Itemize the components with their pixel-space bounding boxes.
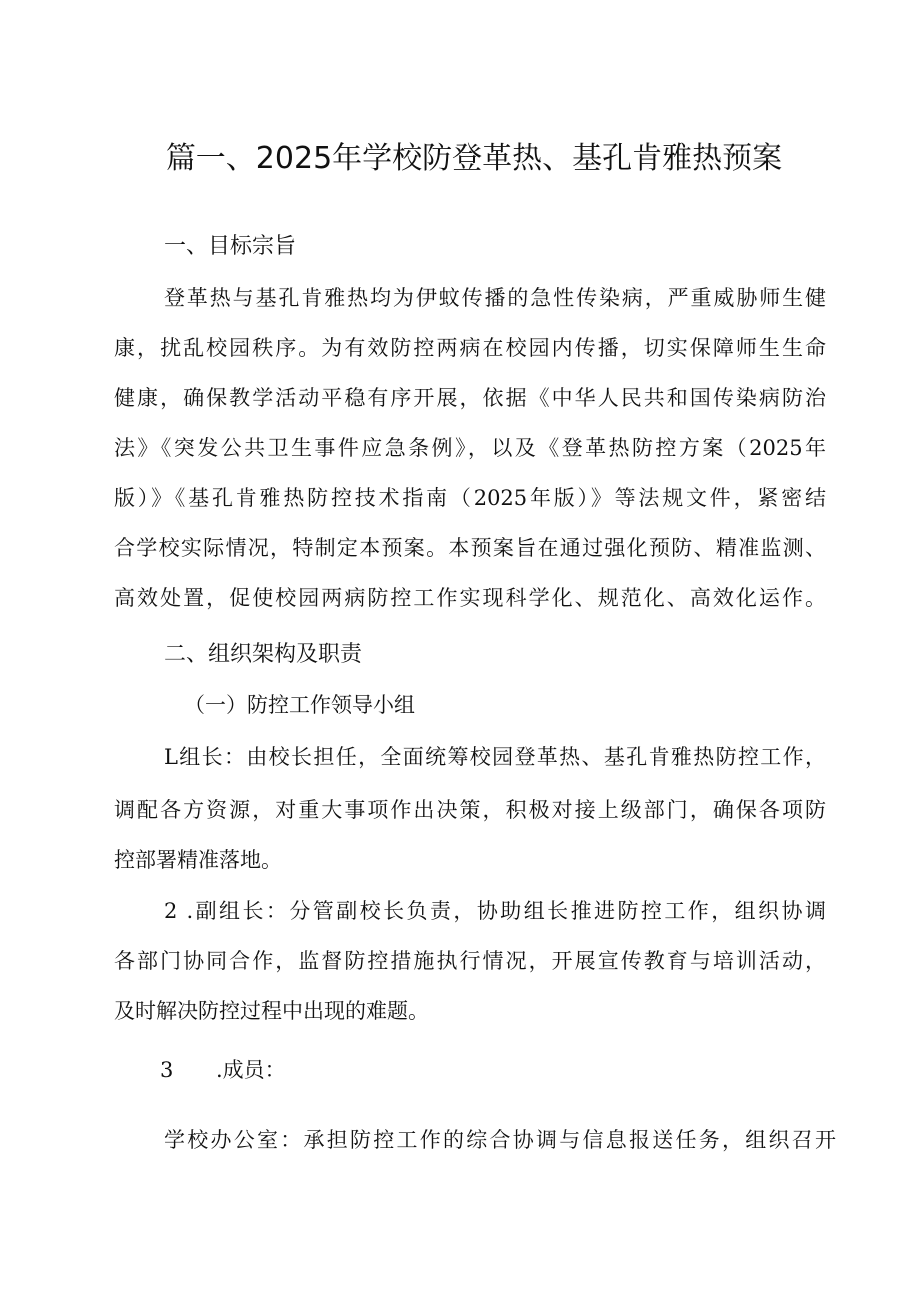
section-heading-organization: 二、组织架构及职责 <box>164 642 363 667</box>
paragraph-line: 2 .副组长：分管副校长负责，协助组长推进防控工作，组织协调 <box>164 899 826 923</box>
paragraph-line: 健康，确保教学活动平稳有序开展，依据《中华人民共和国传染病防治 <box>114 386 826 410</box>
paragraph-line: 及时解决防控过程中出现的难题。 <box>114 999 429 1023</box>
paragraph-line: 控部署精准落地。 <box>114 848 282 872</box>
list-item-label: .成员： <box>216 1058 286 1082</box>
paragraph-line: 康，扰乱校园秩序。为有效防控两病在校园内传播，切实保障师生生命 <box>114 336 826 360</box>
section-heading-goals: 一、目标宗旨 <box>164 234 297 259</box>
paragraph-line: 调配各方资源，对重大事项作出决策，积极对接上级部门，确保各项防 <box>114 798 826 822</box>
paragraph-line: 登革热与基孔肯雅热均为伊蚊传播的急性传染病，严重威胁师生健 <box>164 286 826 310</box>
document-title: 篇一、2025年学校防登革热、基孔肯雅热预案 <box>165 141 783 176</box>
paragraph-line: 法》《突发公共卫生事件应急条例》，以及《登革热防控方案（2025年 <box>114 436 826 460</box>
paragraph-line: 各部门协同合作，监督防控措施执行情况，开展宣传教育与培训活动， <box>114 949 826 973</box>
paragraph-line: 合学校实际情况，特制定本预案。本预案旨在通过强化预防、精准监测、 <box>114 536 826 560</box>
subsection-heading-leading-group: （一）防控工作领导小组 <box>184 693 415 717</box>
paragraph-line: 高效处置，促使校园两病防控工作实现科学化、规范化、高效化运作。 <box>114 586 826 610</box>
list-number: 3 <box>160 1058 174 1082</box>
paragraph-line: 版）》《基孔肯雅热防控技术指南（2025年版）》等法规文件，紧密结 <box>114 486 826 510</box>
paragraph-line: 学校办公室：承担防控工作的综合协调与信息报送任务，组织召开 <box>164 1128 836 1152</box>
paragraph-line: L组长：由校长担任，全面统筹校园登革热、基孔肯雅热防控工作， <box>164 745 826 769</box>
